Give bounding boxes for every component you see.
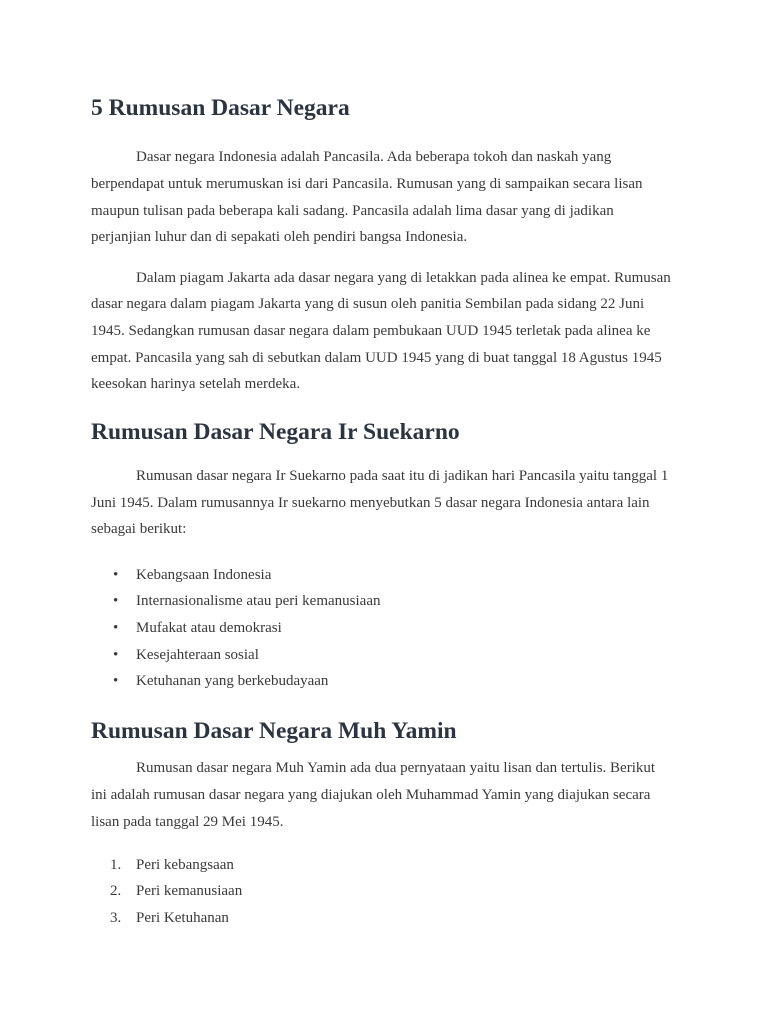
page-title: 5 Rumusan Dasar Negara — [91, 95, 350, 121]
text-line: dasar negara dalam piagam Jakarta yang di susun oleh panitia Sembilan pada sidang 22 Juni — [91, 296, 645, 312]
list-item: Peri kemanusiaan — [136, 883, 243, 899]
bullet-icon: • — [113, 673, 119, 689]
bullet-icon: • — [113, 647, 119, 663]
list-number: 2. — [110, 883, 122, 899]
text-line: sebagai berikut: — [91, 521, 187, 537]
text-line: Rumusan dasar negara Ir Suekarno pada saat itu di jadikan hari Pancasila yaitu tanggal 1 — [136, 468, 669, 484]
list-item: Peri Ketuhanan — [136, 910, 229, 926]
list-number: 1. — [110, 857, 122, 873]
text-line: Rumusan dasar negara Muh Yamin ada dua pernyataan yaitu lisan dan tertulis. Berikut — [136, 760, 656, 776]
list-item: Peri kebangsaan — [136, 857, 234, 873]
text-line: keesokan harinya setelah merdeka. — [91, 376, 301, 392]
list-number: 3. — [110, 910, 122, 926]
text-line: Juni 1945. Dalam rumusannya Ir suekarno menyebutkan 5 dasar negara Indonesia antara lain — [91, 495, 650, 511]
text-line: perjanjian luhur dan di sepakati oleh pendiri bangsa Indonesia. — [91, 229, 468, 245]
section-heading-suekarno: Rumusan Dasar Negara Ir Suekarno — [91, 419, 460, 445]
text-line: empat. Pancasila yang sah di sebutkan dalam UUD 1945 yang di buat tanggal 18 Agustus 1945 — [91, 350, 662, 366]
text-line: ini adalah rumusan dasar negara yang diajukan oleh Muhammad Yamin yang diajukan secara — [91, 787, 651, 803]
bullet-icon: • — [113, 620, 119, 636]
list-item: Kebangsaan Indonesia — [136, 567, 272, 583]
list-item: Mufakat atau demokrasi — [136, 620, 282, 636]
list-item: Kesejahteraan sosial — [136, 647, 259, 663]
text-line: maupun tulisan pada beberapa kali sadang. Pancasila adalah lima dasar yang di jadikan — [91, 203, 614, 219]
text-line: Dalam piagam Jakarta ada dasar negara yang di letakkan pada alinea ke empat. Rumusan — [136, 270, 671, 286]
list-item: Internasionalisme atau peri kemanusiaan — [136, 593, 381, 609]
text-line: Dasar negara Indonesia adalah Pancasila. Ada beberapa tokoh dan naskah yang — [136, 149, 612, 165]
section-heading-yamin: Rumusan Dasar Negara Muh Yamin — [91, 718, 457, 744]
bullet-icon: • — [113, 593, 119, 609]
text-line: 1945. Sedangkan rumusan dasar negara dalam pembukaan UUD 1945 terletak pada alinea ke — [91, 323, 651, 339]
bullet-icon: • — [113, 567, 119, 583]
text-line: berpendapat untuk merumuskan isi dari Pancasila. Rumusan yang di sampaikan secara lisan — [91, 176, 643, 192]
text-line: lisan pada tanggal 29 Mei 1945. — [91, 814, 284, 830]
list-item: Ketuhanan yang berkebudayaan — [136, 673, 329, 689]
